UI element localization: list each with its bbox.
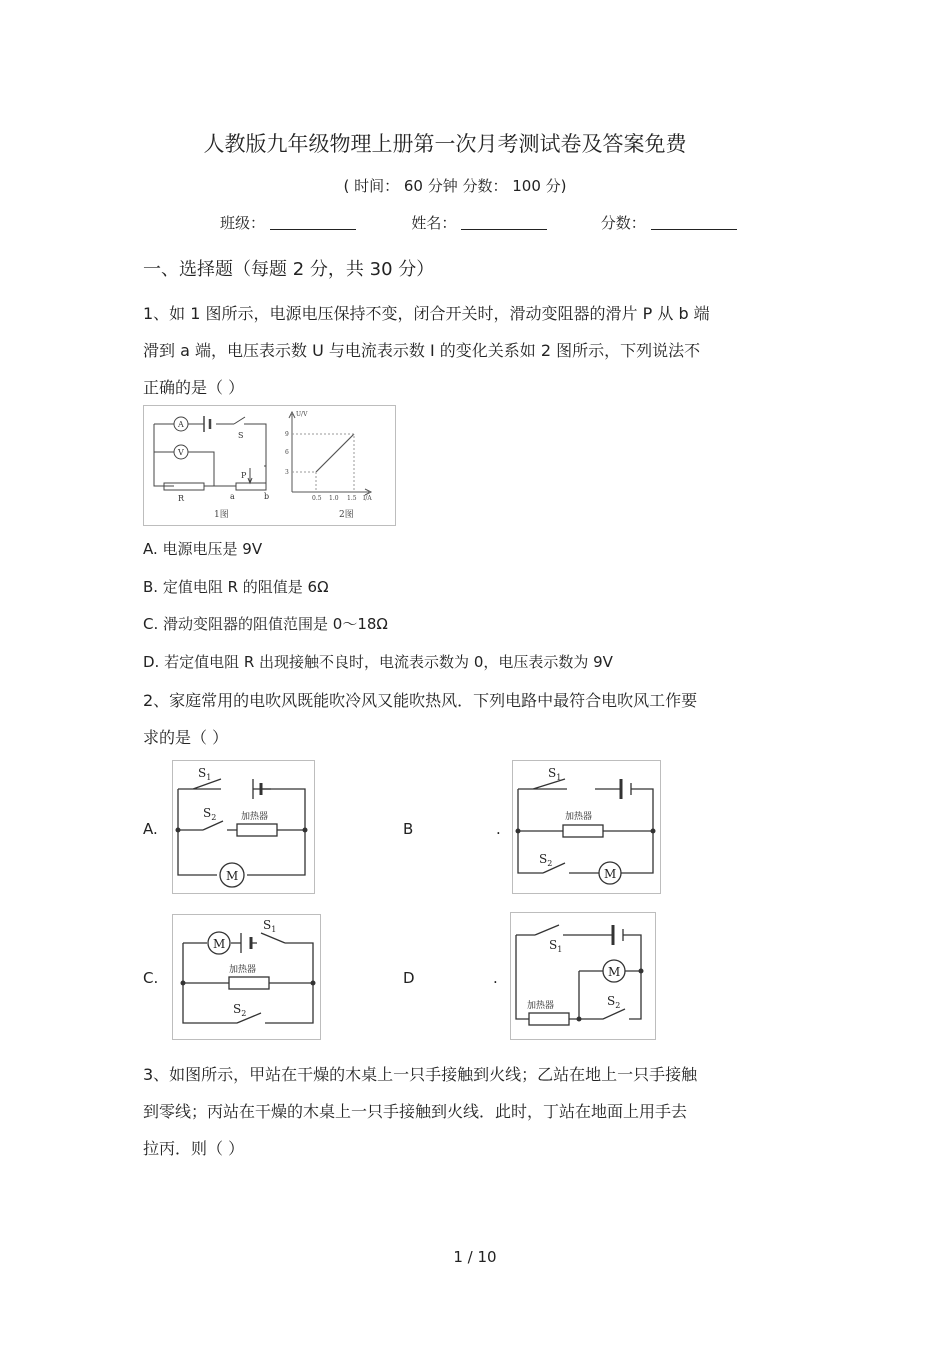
q3-line-3: 拉丙．则（ ）	[143, 1139, 245, 1158]
q1-figure	[143, 405, 396, 526]
q1-circuit-and-graph	[144, 406, 395, 525]
class-blank	[270, 215, 356, 230]
page-title: 人教版九年级物理上册第一次月考测试卷及答案免费	[203, 132, 687, 156]
q2-circuit-d	[510, 912, 656, 1040]
q3-line-2: 到零线；丙站在干燥的木桌上一只手接触到火线．此时，丁站在地面上用手去	[143, 1102, 688, 1121]
svg-text:R: R	[178, 494, 185, 503]
section-heading: 一、选择题（每题 2 分，共 30 分）	[143, 259, 435, 280]
svg-text:S: S	[238, 431, 244, 440]
q2-option-a-label: A.	[143, 820, 158, 838]
svg-text:M: M	[213, 937, 226, 951]
q2-circuit-b	[512, 760, 661, 894]
svg-text:a: a	[230, 492, 235, 501]
q1-option-c: C. 滑动变阻器的阻值范围是 0～18Ω	[143, 615, 388, 633]
name-label: 姓名：	[411, 214, 457, 232]
fig2-caption: 2图	[339, 510, 354, 520]
svg-text:1.5: 1.5	[347, 495, 357, 502]
svg-text:M: M	[604, 867, 617, 881]
svg-text:0.5: 0.5	[312, 495, 322, 502]
svg-text:9: 9	[285, 431, 289, 438]
exam-info: ( 时间： 60 分钟 分数： 100 分)	[343, 177, 567, 195]
q1-line-3: 正确的是（ ）	[143, 378, 245, 397]
svg-text:V: V	[178, 448, 184, 457]
q2-option-b-label: B	[403, 820, 414, 838]
svg-text:加热器: 加热器	[527, 1001, 555, 1011]
score-blank	[651, 215, 737, 230]
svg-text:S2: $S_2$	[607, 994, 621, 1010]
svg-text:S1: $S_1$	[198, 766, 212, 782]
q2-option-d-label: D	[403, 969, 415, 987]
q3-line-1: 3、如图所示，甲站在干燥的木桌上一只手接触到火线；乙站在地上一只手接触	[143, 1065, 698, 1084]
svg-text:I/A: I/A	[363, 495, 372, 502]
q1-line-2: 滑到 a 端，电压表示数 U 与电流表示数 I 的变化关系如 2 图所示，下列说法不	[143, 341, 701, 360]
svg-text:M: M	[226, 869, 239, 883]
name-blank	[461, 215, 547, 230]
svg-text:加热器: 加热器	[241, 812, 269, 822]
svg-text:S2: $S_2$	[233, 1002, 247, 1018]
score-label: 分数：	[600, 214, 646, 232]
svg-text:b: b	[264, 492, 270, 501]
svg-text:A: A	[178, 420, 184, 429]
svg-text:S1: $S_1$	[548, 766, 562, 782]
svg-text:P: P	[241, 471, 247, 480]
q1-option-a: A. 电源电压是 9V	[143, 540, 263, 558]
student-fields	[220, 212, 737, 233]
svg-text:加热器: 加热器	[229, 965, 257, 975]
q2-option-c-label: C.	[143, 969, 159, 987]
q2-circuit-c	[172, 914, 321, 1040]
svg-text:S1: $S_1$	[549, 938, 563, 954]
svg-text:S2: $S_2$	[203, 806, 217, 822]
q2-circuit-a	[172, 760, 315, 894]
q1-option-d: D. 若定值电阻 R 出现接触不良时，电流表示数为 0，电压表示数为 9V	[143, 653, 613, 671]
fig1-caption: 1图	[214, 510, 229, 520]
svg-text:S2: $S_2$	[539, 852, 553, 868]
svg-text:U/V: U/V	[296, 411, 308, 418]
svg-text:6: 6	[285, 449, 289, 456]
q2-option-b-dot: .	[496, 820, 501, 838]
page-number: 1 / 10	[453, 1248, 497, 1266]
svg-text:3: 3	[285, 469, 289, 476]
class-label: 班级：	[220, 214, 266, 232]
q1-option-b: B. 定值电阻 R 的阻值是 6Ω	[143, 578, 329, 596]
svg-text:M: M	[608, 965, 621, 979]
q2-option-d-dot: .	[493, 969, 498, 987]
svg-text:加热器: 加热器	[565, 812, 593, 822]
svg-text:S1: $S_1$	[263, 918, 277, 934]
svg-text:1.0: 1.0	[329, 495, 339, 502]
q2-line-2: 求的是（ ）	[143, 728, 229, 747]
q1-line-1: 1、如 1 图所示，电源电压保持不变，闭合开关时，滑动变阻器的滑片 P 从 b 端	[143, 304, 710, 323]
q2-line-1: 2、家庭常用的电吹风既能吹冷风又能吹热风．下列电路中最符合电吹风工作要	[143, 691, 698, 710]
